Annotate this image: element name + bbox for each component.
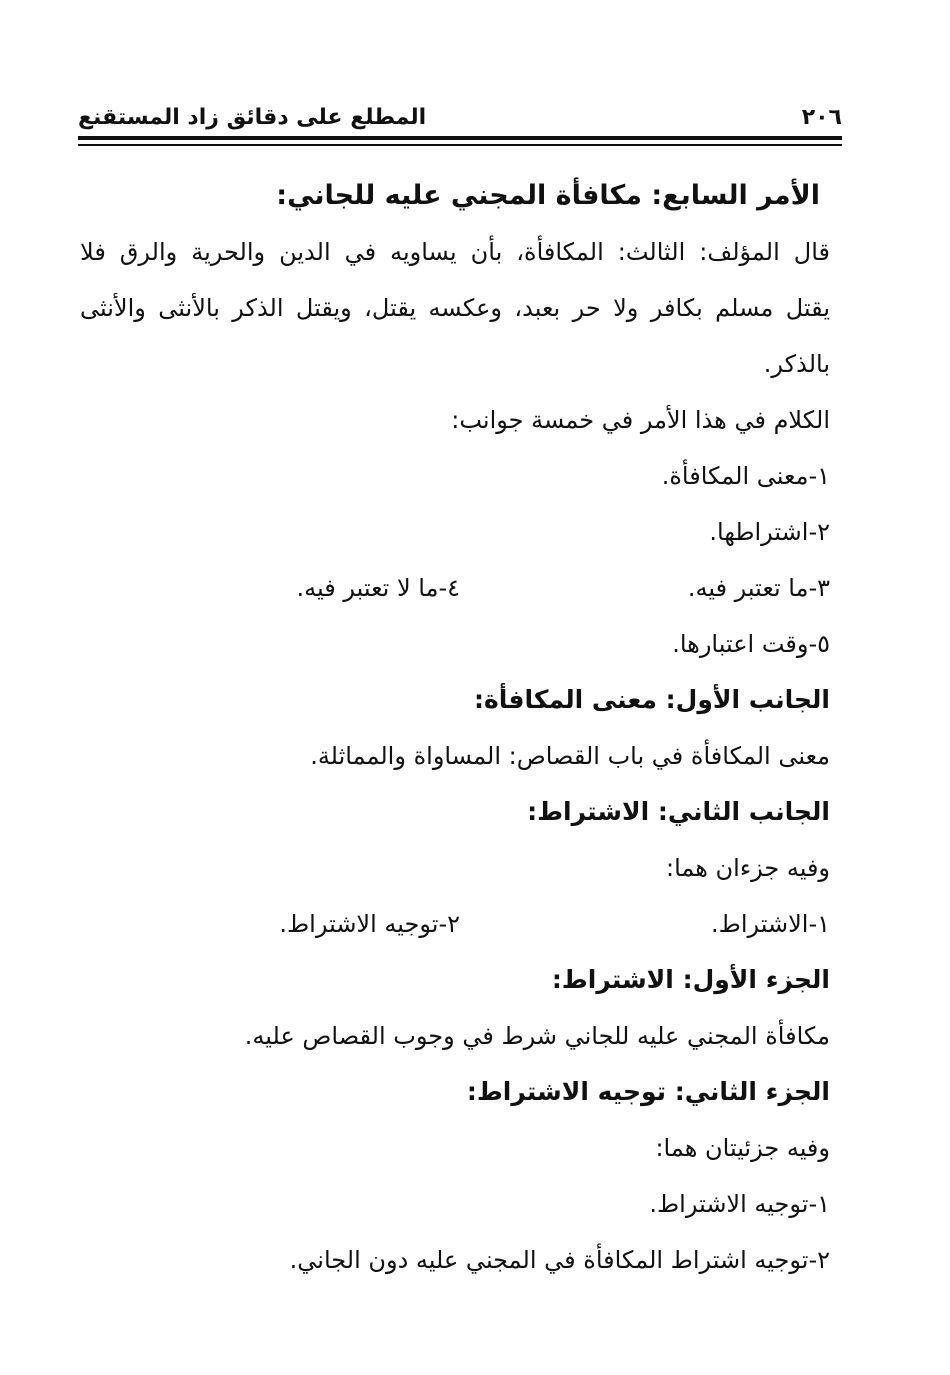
aspects-intro: الكلام في هذا الأمر في خمسة جوانب: xyxy=(451,406,830,434)
part2-item: ٢-توجيه اشتراط المكافأة في المجني عليه دون الجاني. xyxy=(289,1246,830,1274)
part2-intro: وفيه جزئيتان هما: xyxy=(655,1134,830,1162)
side2-heading: الجانب الثاني: الاشتراط: xyxy=(527,797,830,826)
page-number: ٢٠٦ xyxy=(801,105,842,130)
side1-heading: الجانب الأول: معنى المكافأة: xyxy=(474,685,830,714)
part1-heading: الجزء الأول: الاشتراط: xyxy=(551,965,830,994)
page-body xyxy=(80,168,830,1288)
side1-text: معنى المكافأة في باب القصاص: المساواة والمماثلة. xyxy=(310,742,830,770)
aspect-row xyxy=(80,560,830,616)
header-rule-thin xyxy=(78,144,842,146)
author-quote-line: قال المؤلف: الثالث: المكافأة، بأن يساويه في الدين والحرية والرق فلا xyxy=(80,238,830,266)
author-quote-line: بالذكر. xyxy=(763,350,830,378)
aspect-item: ٣-ما تعتبر فيه. xyxy=(687,574,830,602)
book-title: المطلع على دقائق زاد المستقنع xyxy=(78,105,427,130)
part1-text: مكافأة المجني عليه للجاني شرط في وجوب القصاص عليه. xyxy=(244,1022,830,1050)
aspect-item: ٥-وقت اعتبارها. xyxy=(672,630,830,658)
page-header xyxy=(78,96,842,130)
section-title: الأمر السابع: مكافأة المجني عليه للجاني: xyxy=(276,180,820,211)
aspect-item: ٢-اشتراطها. xyxy=(709,518,830,546)
aspect-item: ١-معنى المكافأة. xyxy=(661,462,830,490)
author-quote-line: يقتل مسلم بكافر ولا حر بعبد، وعكسه يقتل، ويقتل الذكر بالأنثى والأنثى xyxy=(80,294,830,322)
header-rule-thick xyxy=(78,136,842,140)
aspect-item: ٤-ما لا تعتبر فيه. xyxy=(296,574,460,602)
part2-heading: الجزء الثاني: توجيه الاشتراط: xyxy=(466,1077,830,1106)
side2-intro: وفيه جزءان هما: xyxy=(665,854,830,882)
part2-item: ١-توجيه الاشتراط. xyxy=(649,1190,830,1218)
side2-item: ٢-توجيه الاشتراط. xyxy=(279,910,460,938)
side2-item: ١-الاشتراط. xyxy=(711,910,830,938)
side2-row xyxy=(80,896,830,952)
